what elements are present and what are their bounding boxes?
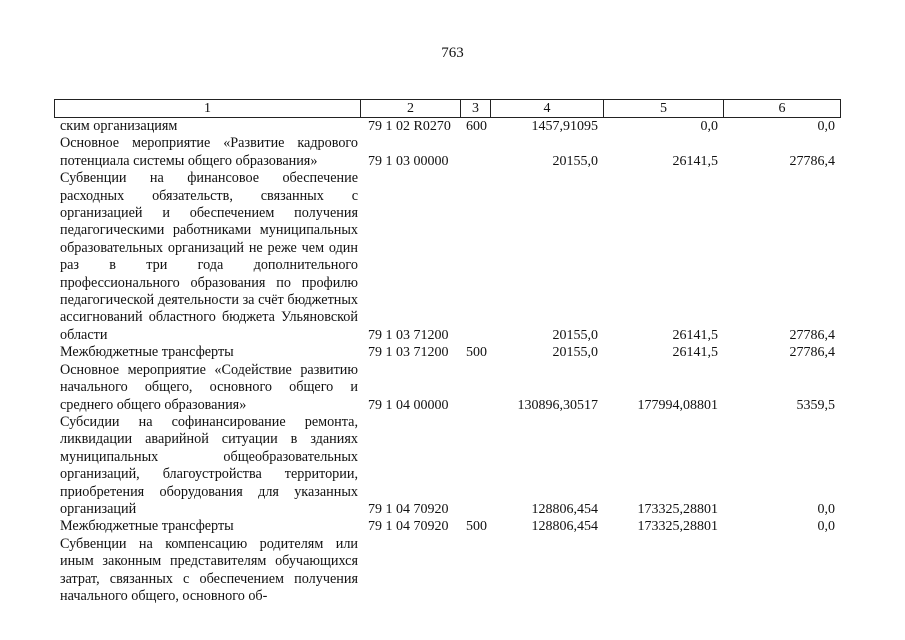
row-description: Основное мероприятие «Развитие кадрового потенциала системы общего образования» <box>60 135 358 169</box>
row-value-col5: 177994,08801 <box>637 397 718 413</box>
row-description: ским организациям <box>60 118 178 134</box>
row-expense-type: 500 <box>466 519 487 535</box>
row-description: Субвенции на компенсацию родителям или иным законным представителям обучающихся затрат, связанных с обеспечением получения начального общего, основного об- <box>60 535 358 604</box>
row-code: 79 1 04 00000 <box>368 397 449 413</box>
table-row <box>60 344 840 361</box>
row-code: 79 1 03 71200 <box>368 345 449 361</box>
row-code: 79 1 04 70920 <box>368 519 449 535</box>
row-expense-type: 500 <box>466 345 487 361</box>
row-expense-type: 600 <box>466 119 487 134</box>
row-value-col6: 0,0 <box>817 501 835 517</box>
row-value-col6: 27786,4 <box>789 345 835 361</box>
col-header-1: 1 <box>55 100 361 118</box>
row-code: 79 1 03 00000 <box>368 153 449 169</box>
page-number: 763 <box>441 45 464 61</box>
budget-table-body <box>60 118 840 605</box>
table-row <box>60 135 840 170</box>
row-description: Субвенции на финансовое обеспечение расходных обязательств, связанных с организацией и обеспечением получения педагогическими работниками муниципальных образовательных организаций не реже чем один раз в три года дополнительного профессионального образования по профилю педагогической деятельности за счёт бюджетных ассигнований областного бюджета Ульяновской области <box>60 170 358 343</box>
row-value-col6: 27786,4 <box>789 153 835 169</box>
row-value-col6: 0,0 <box>817 119 835 134</box>
col-header-4: 4 <box>491 100 604 118</box>
row-value-col4: 128806,454 <box>531 501 598 517</box>
row-value-col5: 26141,5 <box>672 345 718 361</box>
row-value-col4: 128806,454 <box>531 519 598 535</box>
row-value-col6: 5359,5 <box>796 397 835 413</box>
table-row <box>60 414 840 518</box>
table-row <box>60 536 840 606</box>
row-description: Межбюджетные трансферты <box>60 344 234 361</box>
col-header-3: 3 <box>461 100 491 118</box>
row-description: Основное мероприятие «Содействие развитию начального общего, основного общего и среднего общего образования» <box>60 361 358 413</box>
column-header-row <box>54 99 841 118</box>
row-description: Межбюджетные трансферты <box>60 518 234 535</box>
row-value-col4: 1457,91095 <box>531 119 598 134</box>
row-value-col5: 173325,28801 <box>637 501 718 517</box>
row-value-col4: 20155,0 <box>552 345 598 361</box>
row-code: 79 1 03 71200 <box>368 327 449 343</box>
row-value-col5: 26141,5 <box>672 327 718 343</box>
row-value-col6: 0,0 <box>817 519 835 535</box>
col-header-2: 2 <box>361 100 461 118</box>
row-code: 79 1 04 70920 <box>368 501 449 517</box>
table-row <box>60 518 840 535</box>
table-row <box>60 118 840 135</box>
row-description: Субсидии на софинансирование ремонта, ликвидации аварийной ситуации в зданиях муниципальных общеобразовательных организаций, благоустройства территории, приобретения оборудования для указанных организаций <box>60 413 358 517</box>
table-row <box>60 362 840 414</box>
table-row <box>60 170 840 344</box>
row-value-col6: 27786,4 <box>789 327 835 343</box>
row-value-col4: 20155,0 <box>552 327 598 343</box>
row-value-col4: 20155,0 <box>552 153 598 169</box>
row-code: 79 1 02 R0270 <box>368 119 451 134</box>
row-value-col5: 0,0 <box>700 119 718 134</box>
row-value-col5: 26141,5 <box>672 153 718 169</box>
row-value-col4: 130896,30517 <box>517 397 598 413</box>
row-value-col5: 173325,28801 <box>637 519 718 535</box>
col-header-6: 6 <box>724 100 841 118</box>
col-header-5: 5 <box>604 100 724 118</box>
